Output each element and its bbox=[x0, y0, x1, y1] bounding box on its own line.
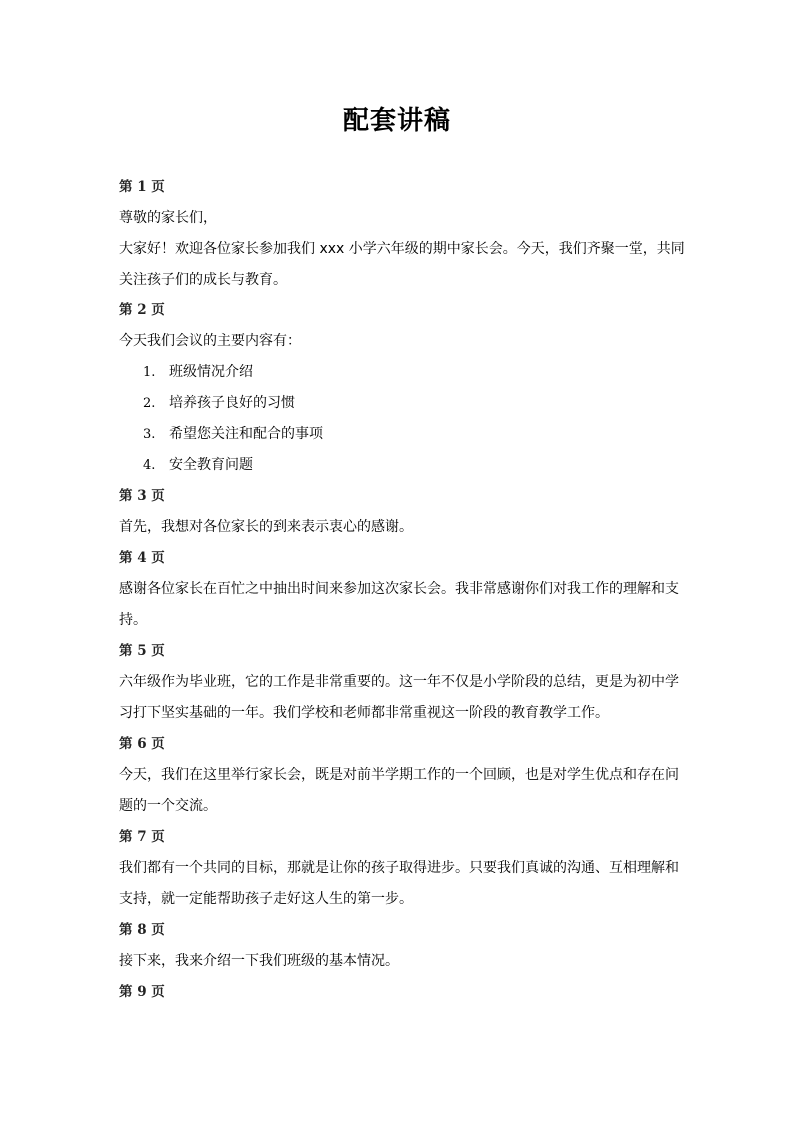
section-heading-2: 第 2 页 bbox=[119, 302, 165, 318]
section-heading-1: 第 1 页 bbox=[119, 179, 165, 195]
paragraph-line: 尊敬的家长们， bbox=[119, 210, 217, 226]
paragraph-line: 大家好！欢迎各位家长参加我们 xxx 小学六年级的期中家长会。今天，我们齐聚一堂，共同 bbox=[119, 241, 685, 257]
section-heading-5: 第 5 页 bbox=[119, 643, 165, 659]
section-heading-3: 第 3 页 bbox=[119, 488, 165, 504]
section-heading-4: 第 4 页 bbox=[119, 550, 165, 566]
paragraph-line: 习打下坚实基础的一年。我们学校和老师都非常重视这一阶段的教育教学工作。 bbox=[119, 705, 609, 721]
list-text: 希望您关注和配合的事项 bbox=[169, 426, 323, 442]
list-text: 培养孩子良好的习惯 bbox=[169, 395, 295, 411]
list-number: 1. bbox=[143, 365, 156, 380]
list-text: 班级情况介绍 bbox=[169, 364, 253, 380]
list-text: 安全教育问题 bbox=[169, 457, 253, 473]
list-item bbox=[143, 455, 253, 476]
list-number: 2. bbox=[143, 396, 156, 411]
paragraph-line: 六年级作为毕业班，它的工作是非常重要的。这一年不仅是小学阶段的总结，更是为初中学 bbox=[119, 674, 679, 690]
section-heading-9: 第 9 页 bbox=[119, 984, 165, 1000]
paragraph-line: 题的一个交流。 bbox=[119, 798, 217, 814]
list-item bbox=[143, 424, 323, 445]
section-heading-6: 第 6 页 bbox=[119, 736, 165, 752]
list-item bbox=[143, 393, 295, 414]
list-number: 3. bbox=[143, 427, 156, 442]
paragraph-line: 我们都有一个共同的目标，那就是让你的孩子取得进步。只要我们真诚的沟通、互相理解和 bbox=[119, 860, 679, 876]
paragraph-line: 关注孩子们的成长与教育。 bbox=[119, 272, 287, 288]
section-heading-7: 第 7 页 bbox=[119, 829, 165, 845]
section-heading-8: 第 8 页 bbox=[119, 922, 165, 938]
list-number: 4. bbox=[143, 458, 156, 473]
paragraph-line: 持。 bbox=[119, 612, 147, 628]
document-title: 配套讲稿 bbox=[342, 106, 451, 136]
paragraph-line: 接下来，我来介绍一下我们班级的基本情况。 bbox=[119, 953, 399, 969]
paragraph-line: 今天我们会议的主要内容有： bbox=[119, 333, 301, 349]
list-item bbox=[143, 362, 253, 383]
paragraph-line: 首先，我想对各位家长的到来表示衷心的感谢。 bbox=[119, 519, 413, 535]
paragraph-line: 今天，我们在这里举行家长会，既是对前半学期工作的一个回顾，也是对学生优点和存在问 bbox=[119, 767, 679, 783]
paragraph-line: 支持，就一定能帮助孩子走好这人生的第一步。 bbox=[119, 891, 413, 907]
paragraph-line: 感谢各位家长在百忙之中抽出时间来参加这次家长会。我非常感谢你们对我工作的理解和支 bbox=[119, 581, 679, 597]
